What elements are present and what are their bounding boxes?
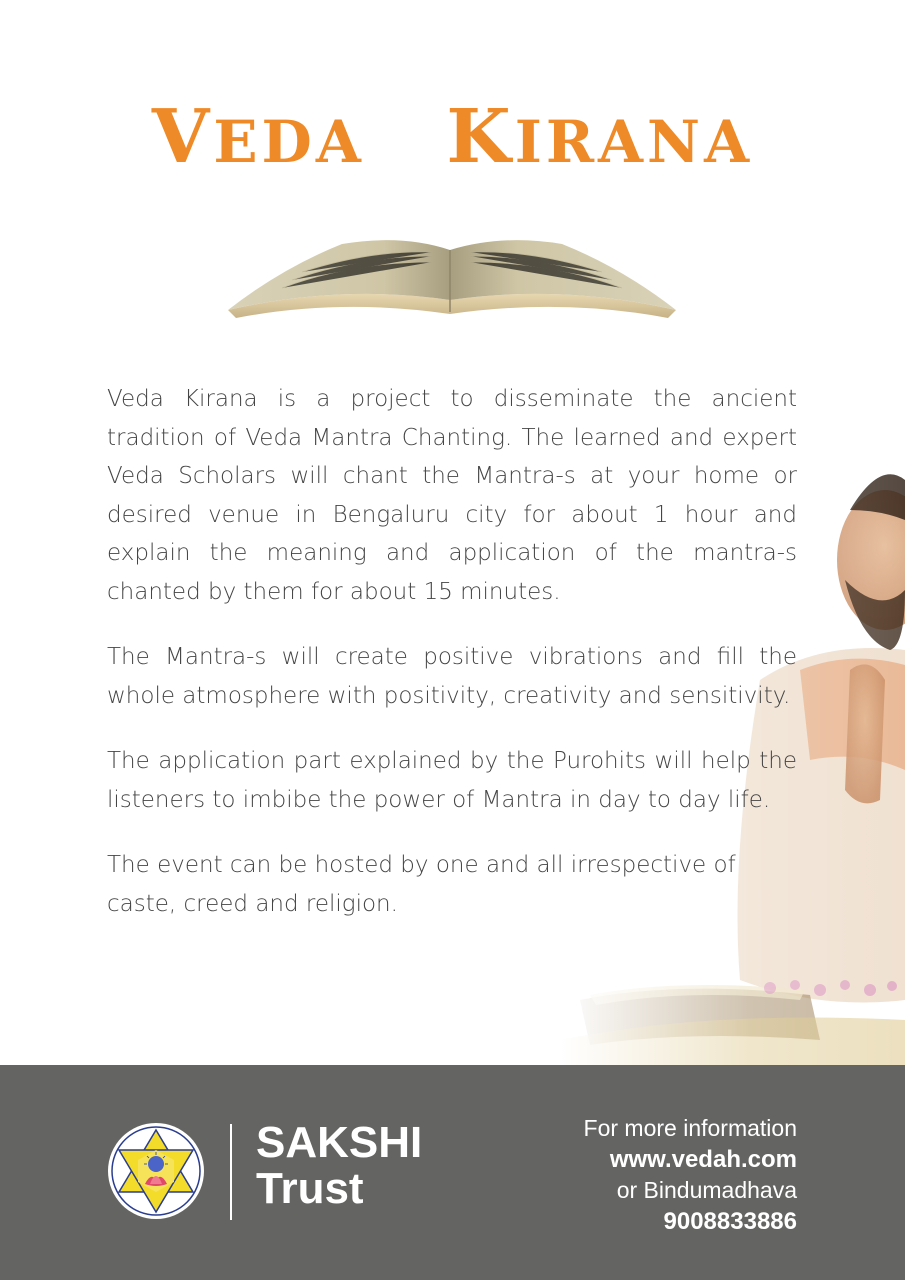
org-name-line1: SAKSHI — [256, 1118, 423, 1167]
paragraph-application: The application part explained by the Purohits will help the listeners to imbibe the power of Mantra in day to day life. — [107, 748, 797, 813]
contact-info — [477, 1113, 797, 1237]
organization-name — [256, 1120, 422, 1212]
org-name-line2: Trust — [256, 1164, 364, 1213]
title-initial-k: K — [446, 94, 515, 180]
title-rest-irana: IRANA — [514, 108, 754, 176]
page-title — [0, 92, 905, 187]
paragraph-intro: Veda Kirana is a project to disseminate the ancient tradition of Veda Mantra Chanting. The learned and expert Veda Scholars will chant the Mantra-s at your home or desired venue in Bengaluru city for about 1 hour and explain the meaning and application of the mantra-s chanted by them for about 15 minutes. — [107, 386, 797, 605]
star-of-david-lotus-logo — [107, 1122, 205, 1220]
open-book-icon — [222, 228, 682, 324]
website-link[interactable]: www.vedah.com — [609, 1146, 797, 1173]
footer-divider — [230, 1124, 232, 1220]
paragraph-hosting: The event can be hosted by one and all irrespective of caste, creed and religion. — [107, 852, 736, 917]
body-copy — [107, 380, 797, 950]
paragraph-vibrations: The Mantra-s will create positive vibrations and fill the whole atmosphere with positivity, creativity and sensitivity. — [107, 644, 797, 709]
contact-person: or Bindumadhava — [616, 1177, 797, 1203]
contact-heading: For more information — [583, 1115, 797, 1141]
title-rest-eda: EDA — [213, 108, 365, 176]
phone-number[interactable]: 9008833886 — [663, 1208, 797, 1235]
title-initial-v: V — [151, 94, 214, 180]
